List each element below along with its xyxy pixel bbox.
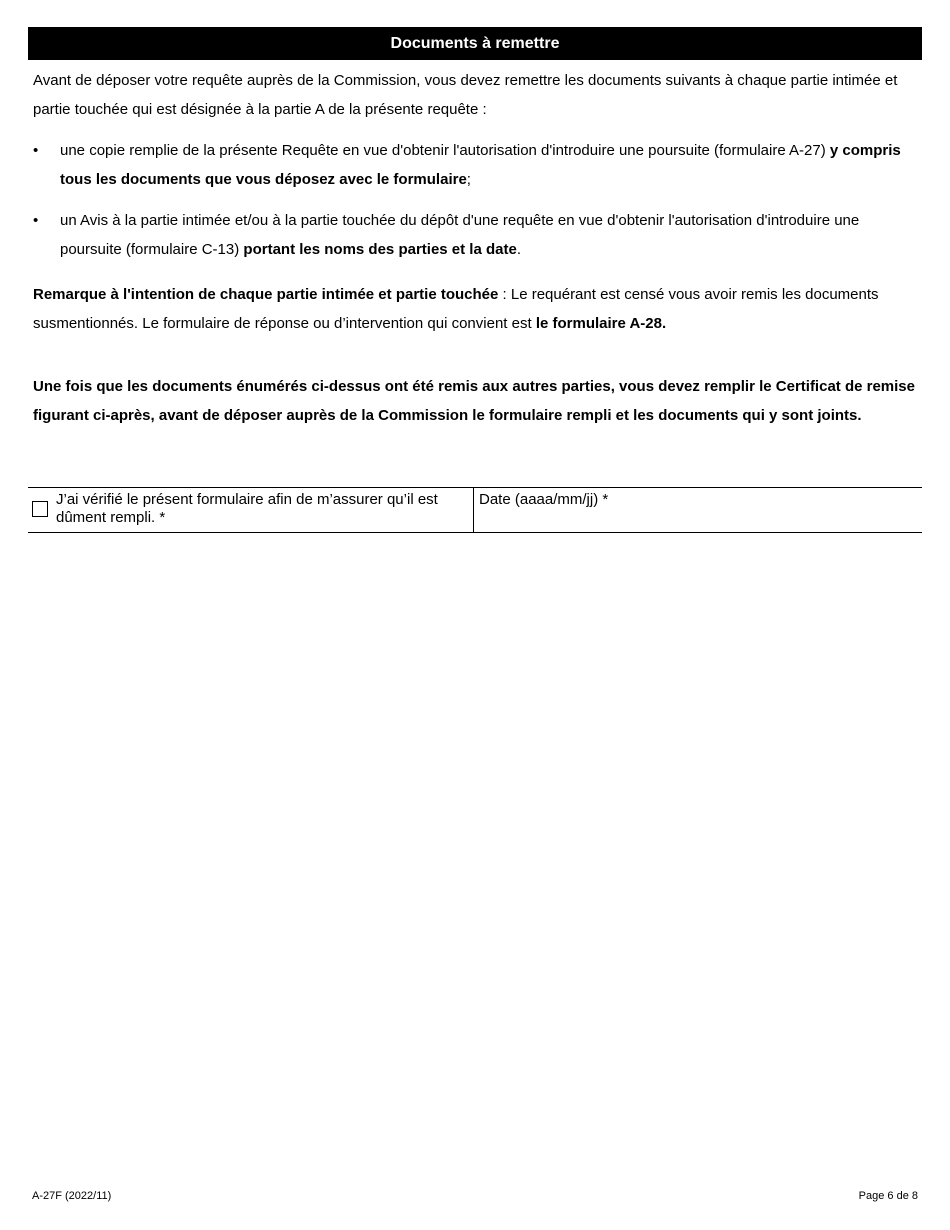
intro-paragraph: Avant de déposer votre requête auprès de la Commission, vous devez remettre les documents suivants à chaque partie intimée et partie touchée qui est désignée à la partie A de la présente requête : <box>33 72 898 118</box>
list-item-emphasis: y compris tous les documents que vous déposez avec le formulaire <box>60 142 901 188</box>
verification-checkbox[interactable] <box>32 501 48 517</box>
bullet-marker: • <box>33 212 39 229</box>
remark-form-reference: le formulaire A-28. <box>535 315 667 332</box>
date-label: Date (aaaa/mm/jj) * <box>479 491 609 508</box>
list-item-punctuation: . <box>516 241 521 258</box>
list-item-text: un Avis à la partie intimée et/ou à la partie touchée du dépôt d'une requête en vue d'obtenir l'autorisation d'introduire une poursuite (formulaire C-13) <box>60 212 860 258</box>
remark-lead: Remarque à l'intention de chaque partie intimée et partie touchée <box>33 286 499 303</box>
list-item-emphasis: portant les noms des parties et la date <box>243 241 517 258</box>
list-item-text: une copie remplie de la présente Requête en vue d'obtenir l'autorisation d'introduire une poursuite (formulaire A-27) <box>60 142 830 159</box>
certification-row <box>28 487 922 533</box>
remark-text: : Le requérant est censé vous avoir remis les documents susmentionnés. Le formulaire de réponse ou d’intervention qui convient est <box>33 286 879 332</box>
list-item <box>33 136 918 194</box>
remark-paragraph <box>33 280 918 338</box>
date-cell <box>474 488 922 532</box>
list-item-punctuation: ; <box>466 171 471 188</box>
section-title: Documents à remettre <box>390 34 560 52</box>
bullet-marker: • <box>33 142 39 159</box>
certification-cell <box>28 488 474 532</box>
final-instruction <box>33 372 918 430</box>
instructions-body <box>33 66 918 430</box>
list-item <box>33 206 918 264</box>
section-header <box>28 27 922 60</box>
final-instruction-text: Une fois que les documents énumérés ci-dessus ont été remis aux autres parties, vous devez remplir le Certificat de remise figurant ci-après, avant de déposer auprès de la Commission le formulaire rempli et les documents qui y sont joints. <box>33 378 915 424</box>
documents-list <box>33 136 918 264</box>
checkbox-label: J’ai vérifié le présent formulaire afin de m’assurer qu’il est dûment rempli. * <box>56 491 438 526</box>
page-number: Page 6 de 8 <box>858 1190 918 1202</box>
form-code: A-27F (2022/11) <box>32 1190 112 1202</box>
date-field[interactable] <box>479 510 917 528</box>
